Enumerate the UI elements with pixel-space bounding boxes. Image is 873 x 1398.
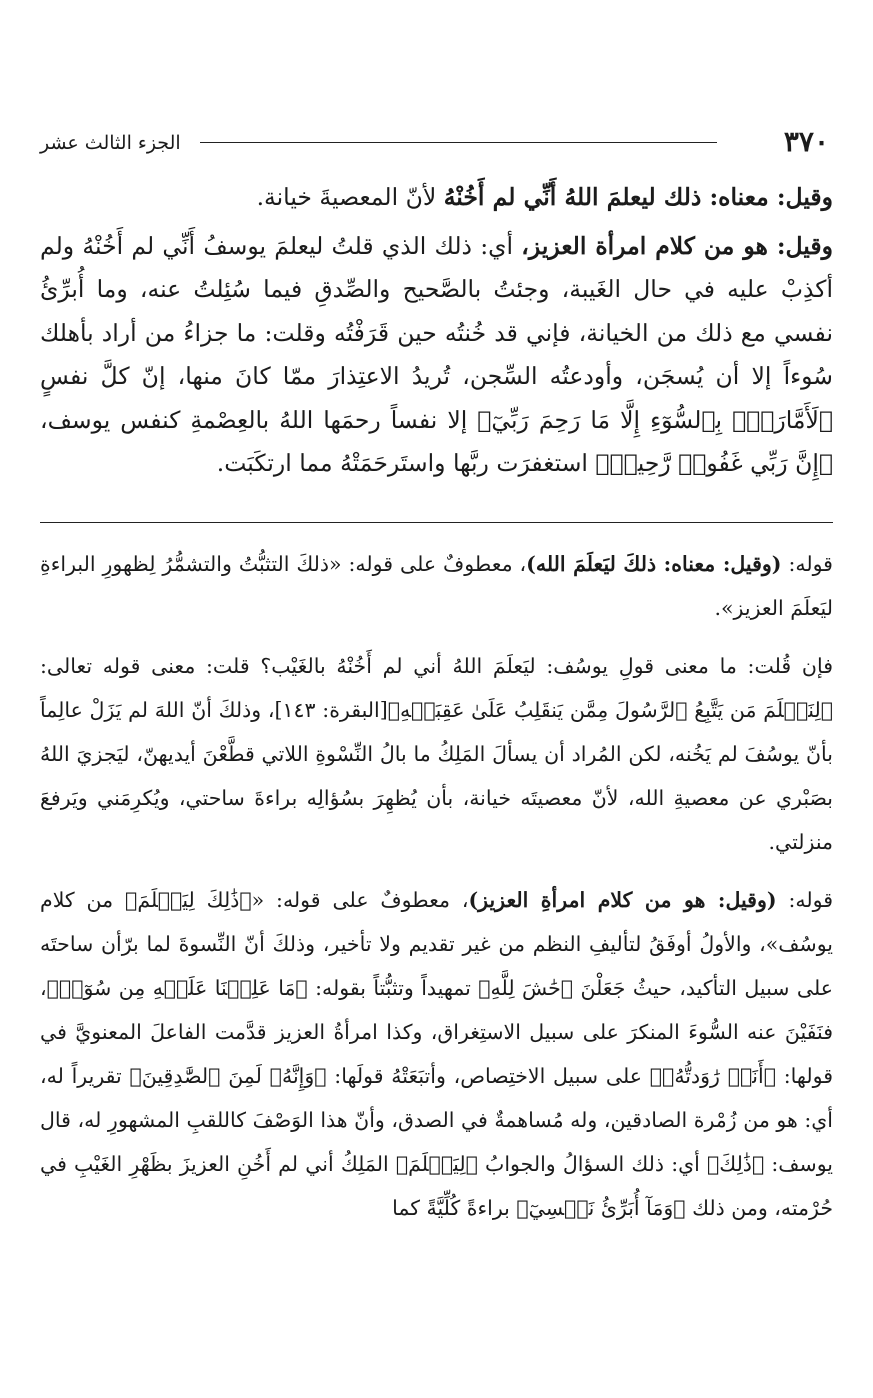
commentary-paragraph-3-quote: (وقيل: هو من كلام امرأةِ العزيز) — [468, 888, 777, 912]
commentary-text — [40, 542, 833, 1244]
volume-title: الجزء الثالث عشر — [40, 132, 181, 154]
main-paragraph-2-text: أي: ذلك الذي قلتُ ليعلمَ يوسفُ أَنِّي لم أَخُنْهُ ولم أكذِبْ عليه في حال الغَيبة، وجئتُ بالصَّحيح والصِّدقِ فيما سُئِلتُ عنه، وما أُبرِّئُ نفسي مع ذلك من الخيانة، فإني قد خُنتُه حين قَرَفْتُه وقلت: ما جزاءُ من أراد بأهلك سُوءاً إلا أن يُسجَن، وأودعتُه السِّجن، تُريدُ الاعتِذارَ ممّا كانَ منها، إنّ كلَّ نفسٍ ﴿لَأَمَّارَةُۢ بِٱلسُّوٓءِ إِلَّا مَا رَحِمَ رَبِّيٓ﴾ إلا نفساً رحمَها اللهُ بالعِصْمةِ كنفس يوسف، ﴿إِنَّ رَبِّي غَفُورٞ رَّحِيمٞ﴾ استغفرَت ربَّها واستَرحَمَتْهُ مما ارتكَبَت. — [40, 231, 833, 477]
header-rule — [200, 142, 717, 143]
main-paragraph-2 — [40, 225, 833, 486]
main-paragraph-1-text: لأنّ المعصيةَ خيانة. — [256, 183, 444, 211]
page-header — [40, 122, 829, 162]
main-paragraph-2-lead: وقيل: هو من كلام امرأة العزيز، — [521, 231, 833, 260]
commentary-paragraph-1 — [40, 542, 833, 630]
main-text — [40, 176, 833, 491]
main-paragraph-1 — [40, 176, 833, 220]
commentary-paragraph-3 — [40, 878, 833, 1230]
commentary-paragraph-3-text: ، معطوفٌ على قوله: «﴿ذَٰلِكَ لِيَعۡلَمَ﴾ من كلام يوسُف»، والأولُ أوفَقُ لتأليفِ النظم من غير تقديم ولا تأخير، وذلكَ أنّ النِّسوةَ لما برّأن ساحتَه على سبيل التأكيد، حيثُ جَعَلْنَ ﴿حَٰشَ لِلَّهِ﴾ تمهيداً وتثبُّتاً بقوله: ﴿مَا عَلِمۡنَا عَلَيۡهِ مِن سُوٓءٖ﴾، فنَفَيْنَ عنه السُّوءَ المنكرَ على سبيل الاستِغراق، وكذا امرأةُ العزيز قدَّمت الفاعلَ المعنويَّ في قولها: ﴿أَنَا۠ رَٰوَدتُّهُۥ﴾ على سبيل الاختِصاص، وأتبَعَتْهُ قولَها: ﴿وَإِنَّهُۥ لَمِنَ ٱلصَّٰدِقِينَ﴾ تقريراً له، أي: هو من زُمْرة الصادقين، وله مُساهمةٌ في الصدق، وأنّ هذا الوَصْفَ كاللقبِ المشهورِ له، قال يوسف: ﴿ذَٰلِكَ﴾ أي: ذلك السؤالُ والجوابُ ﴿لِيَعۡلَمَ﴾ المَلِكُ أني لم أَخُنِ العزيزَ بظَهْرِ الغَيْبِ في حُرْمته، ومن ذلك ﴿وَمَآ أُبَرِّئُ نَفۡسِيٓ﴾ براءةً كُلِّيَّةً كما — [40, 888, 833, 1220]
commentary-paragraph-3-intro: قوله: — [776, 888, 833, 912]
commentary-paragraph-2: فإن قُلت: ما معنى قولِ يوسُف: ليَعلَمَ اللهُ أني لم أَخُنْهُ بالغَيْب؟ قلت: معنى قوله تعالى: ﴿لِنَعۡلَمَ مَن يَتَّبِعُ ٱلرَّسُولَ مِمَّن يَنقَلِبُ عَلَىٰ عَقِبَيۡهِ﴾[البقرة: ١٤٣]، وذلكَ أنّ اللهَ لم يَزَلْ عالِماً بأنّ يوسُفَ لم يَخُنه، لكن المُراد أن يسألَ المَلِكُ ما بالُ النِّسْوةِ اللاتي قطَّعْنَ أيديهنّ، ليَجزيَ اللهُ بصَبْري عن معصيةِ الله، لأنّ معصيتَه خيانة، بأن يُظهِرَ بسُؤالِه براءةَ ساحتي، ويُكرِمَني ويَرفعَ منزلتي. — [40, 654, 833, 854]
page-number: ٣٧٠ — [783, 125, 829, 158]
commentary-paragraph-1-quote: (وقيل: معناه: ذلكَ ليَعلَمَ الله) — [526, 552, 782, 576]
footnote-divider — [40, 522, 833, 523]
commentary-paragraph-1-text: ، معطوفٌ على قوله: «ذلكَ التثبُّتُ والتشمُّرُ لِظهورِ البراءةِ ليَعلَمَ العزيز». — [40, 552, 833, 620]
commentary-paragraph-1-intro: قوله: — [781, 552, 833, 576]
main-paragraph-1-lead: وقيل: معناه: ذلك ليعلمَ اللهُ أَنِّي لم أَخُنْهُ — [443, 183, 833, 211]
